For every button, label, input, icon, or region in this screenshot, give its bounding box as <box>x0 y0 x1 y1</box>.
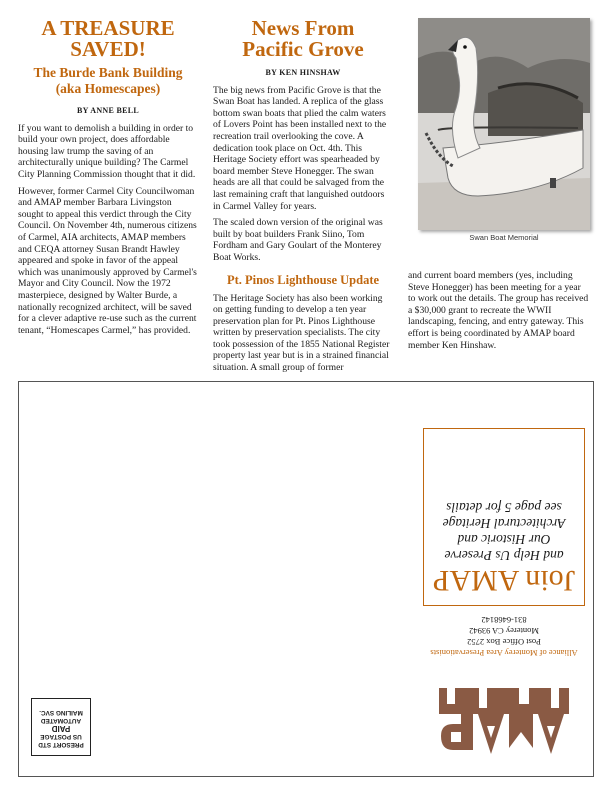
return-phone: 831-6468142 <box>481 615 527 625</box>
article-pacific-grove <box>213 18 393 379</box>
article1-title-line1: A TREASURE <box>41 16 175 40</box>
article3-title: Pt. Pinos Lighthouse Update <box>226 272 380 287</box>
join-title: Join AMAP <box>432 564 576 597</box>
article2-title <box>213 18 393 60</box>
article2-paragraph: The big news from Pacific Grove is that the Swan Boat has landed. A replica of the glass bottom swan boats that plied the calm waters of Lovers Point has been installed next to the recreation trail overlooking the cove. A dedication took place on Oct. 4th. This Heritage Society effort was spearheaded by board member Steve Honegger. The swan heads are all that could be salvaged from the last remaining craft that languished outdoors in Carmel Valley for years. <box>213 84 387 212</box>
article1-paragraph: If you want to demolish a building in order to build your own project, does affordable housing law trump the saving of an architecturally unique building? The Carmel City Planning Commission thought that it did. <box>18 122 196 180</box>
article2-paragraph: The scaled down version of the original was built by boat builders Frank Siino, Tom Fordham and Gary Goulart of the Monterey Boat Works. <box>213 217 383 263</box>
join-line: and Help Us Preserve <box>444 548 564 563</box>
article1-subtitle-line1: The Burde Bank Building <box>33 65 183 80</box>
article3-paragraph: The Heritage Society has also been working on getting funding to develop a ten year preservation plan for Pt. Pinos Lighthouse written by preservation specialists. The city took possession of the 1855 National Register property last year but is in a strained financial situation. A small group of former <box>213 292 390 374</box>
permit-line: PAID <box>51 724 71 733</box>
article1-subtitle <box>18 65 198 97</box>
permit-line: AUTOMATED <box>40 717 82 724</box>
join-line: Our Historic and <box>457 532 551 547</box>
swan-boat-photo <box>418 18 590 230</box>
permit-line: US POSTAGE <box>40 733 82 740</box>
join-line: Architectural Heritage <box>442 516 566 531</box>
return-address <box>423 614 585 658</box>
article-burde-bank <box>18 18 198 341</box>
return-po-box: Post Office Box 2752 <box>467 637 541 647</box>
article2-title-line1: News From <box>251 16 355 40</box>
article1-subtitle-line2: (aka Homescapes) <box>55 81 161 96</box>
permit-line: MAILING SVC. <box>39 709 83 716</box>
photo-caption: Swan Boat Memorial <box>469 233 539 242</box>
amap-logo-graphic <box>429 682 579 762</box>
article1-byline: BY ANNE BELL <box>77 106 139 115</box>
amap-logo <box>429 682 579 762</box>
postage-permit <box>31 698 91 756</box>
swan-boat-illustration <box>418 18 590 230</box>
return-org-name: Alliance of Monterey Area Preservationists <box>430 648 578 658</box>
mailing-panel <box>18 381 594 777</box>
join-line: see page 5 for details <box>446 500 562 515</box>
return-city: Monterey CA 93942 <box>469 626 539 636</box>
join-amap-box <box>423 428 585 606</box>
article1-title-line2: SAVED! <box>70 37 146 61</box>
article2-title-line2: Pacific Grove <box>242 37 364 61</box>
permit-line: PRESORT STD <box>38 741 84 748</box>
article3-continued <box>408 270 590 356</box>
article1-paragraph: However, former Carmel City Councilwoman and AMAP member Barbara Livingston sought to appeal this verdict through the City Council. On November 4th, numerous citizens of Carmel, AIA architects, AMAP members and CEQA attorney Susan Brandt Hawley appeared and spoke in favor of the appeal which was unanimously approved by Carmel's Mayor and City Council. Now the 1972 masterpiece, designed by Walter Burde, a nationally recognized architect, will be saved for a clever adaptive re-use such as the current tenant, “Homescapes Carmel,” has provided. <box>18 185 197 336</box>
article1-title <box>18 18 198 60</box>
article2-byline: BY KEN HINSHAW <box>265 68 341 77</box>
article3-paragraph: and current board members (yes, including Steve Honegger) has been meeting for a year to work out the details. The group has received a $30,000 grant to recreate the WWII landscaping, fencing, and entry gateway. This effort is being coordinated by AMAP board member Ken Hinshaw. <box>408 270 589 351</box>
